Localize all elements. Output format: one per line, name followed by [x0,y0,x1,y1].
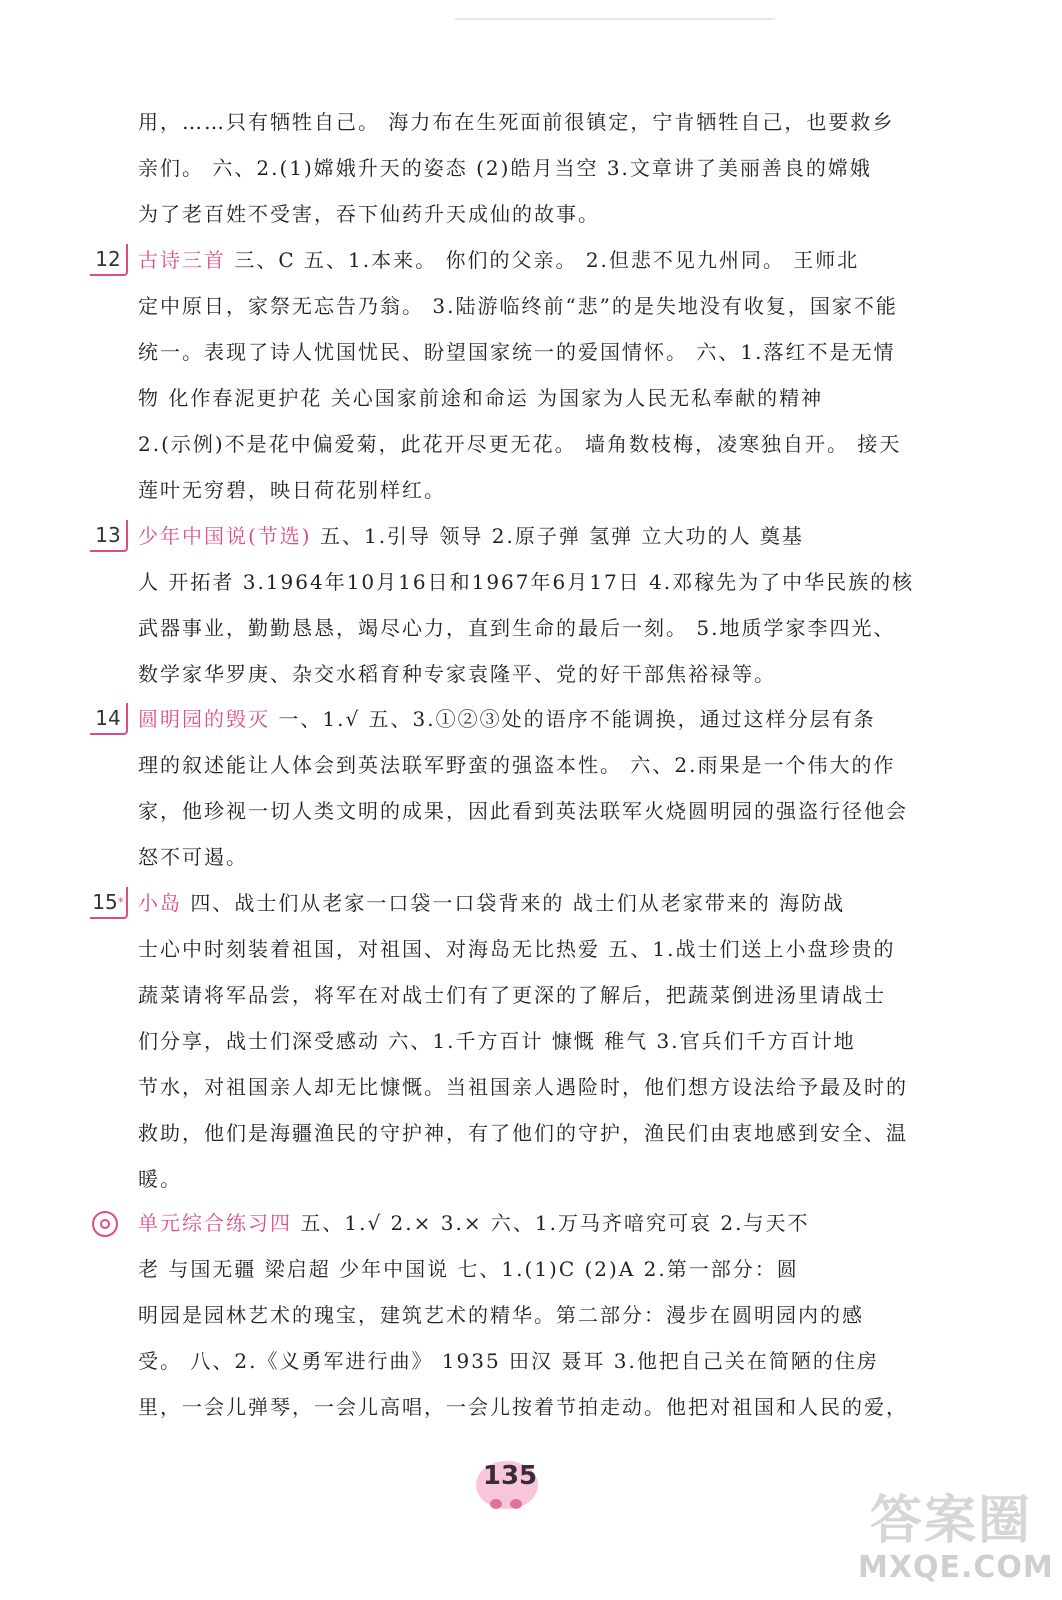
section-first-line: 少年中国说(节选) 五、1.引导 领导 2.原子弹 氢弹 立大功的人 奠基 [138,524,804,548]
watermark-url: MXQE.COM [858,1550,1054,1585]
text-line: 莲叶无穷碧，映日荷花别样红。 [138,478,446,502]
text-line: 们分享，战士们深受感动 六、1.千方百计 慷慨 稚气 3.官兵们千方百计地 [138,1029,856,1053]
text-line: 定中原日，家祭无忘告乃翁。 3.陆游临终前“悲”的是失地没有收复，国家不能 [138,294,898,318]
text-line: 亲们。 六、2.(1)嫦娥升天的姿态 (2)皓月当空 3.文章讲了美丽善良的嫦娥 [138,156,872,180]
text-line: 明园是园林艺术的瑰宝，建筑艺术的精华。第二部分：漫步在圆明园内的感 [138,1303,864,1327]
text-line: 里，一会儿弹琴，一会儿高唱，一会儿按着节拍走动。他把对祖国和人民的爱， [138,1395,908,1419]
optional-star: * [117,895,124,909]
watermark [850,1478,1055,1596]
text-line: 理的叙述能让人体会到英法联军野蛮的强盗本性。 六、2.雨果是一个伟大的作 [138,753,896,777]
section-first-line: 单元综合练习四 五、1.√ 2.× 3.× 六、1.万马齐喑究可哀 2.与天不 [138,1211,810,1235]
lesson-title: 少年中国说(节选) [138,524,312,548]
text-line: 节水，对祖国亲人却无比慷慨。当祖国亲人遇险时，他们想方设法给予最及时的 [138,1075,908,1099]
page-number [470,1455,550,1515]
text-line: 暖。 [138,1167,182,1191]
text-line: 用，……只有牺牲自己。 海力布在生死面前很镇定，宁肯牺牲自己，也要救乡 [138,110,895,134]
lesson-number-15: 15* [90,887,128,919]
lesson-title: 古诗三首 [138,248,226,272]
section-first-line: 圆明园的毁灭 一、1.√ 五、3.①②③处的语序不能调换，通过这样分层有条 [138,707,876,731]
watermark-logo: 答案圈 [870,1491,1033,1551]
page-number-text: 135 [482,1461,538,1491]
mascot-feet [488,1499,524,1511]
text-line: 武器事业，勤勤恳恳，竭尽心力，直到生命的最后一刻。 5.地质学家李四光、 [138,616,896,640]
lesson-title: 小岛 [138,891,182,915]
section-first-line: 古诗三首 三、C 五、1.本来。 你们的父亲。 2.但悲不见九州同。 王师北 [138,248,860,272]
section-first-line: 小岛 四、战士们从老家一口袋一口袋背来的 战士们从老家带来的 海防战 [138,891,846,915]
text-line: 物 化作春泥更护花 关心国家前途和命运 为国家为人民无私奉献的精神 [138,386,824,410]
unit-review-icon [92,1211,118,1237]
top-rule [455,18,775,20]
text-line: 受。 八、2.《义勇军进行曲》 1935 田汉 聂耳 3.他把自己关在简陋的住房 [138,1349,879,1373]
lesson-number-14: 14 [90,703,128,735]
text-line: 怒不可遏。 [138,845,248,869]
unit-review-title: 单元综合练习四 [138,1211,292,1235]
text-line: 统一。表现了诗人忧国忧民、盼望国家统一的爱国情怀。 六、1.落红不是无情 [138,340,896,364]
lesson-title: 圆明园的毁灭 [138,707,270,731]
text-line: 士心中时刻装着祖国，对祖国、对海岛无比热爱 五、1.战士们送上小盘珍贵的 [138,937,896,961]
text-line: 2.(示例)不是花中偏爱菊，此花开尽更无花。 墙角数枝梅，凌寒独自开。 接天 [138,432,902,456]
text-line: 老 与国无疆 梁启超 少年中国说 七、1.(1)C (2)A 2.第一部分：圆 [138,1257,799,1281]
lesson-number-13: 13 [90,520,128,552]
text-line: 为了老百姓不受害，吞下仙药升天成仙的故事。 [138,202,600,226]
text-line: 人 开拓者 3.1964年10月16日和1967年6月17日 4.邓稼先为了中华民族的核 [138,570,915,594]
lesson-number-12: 12 [90,244,128,276]
text-line: 蔬菜请将军品尝，将军在对战士们有了更深的了解后，把蔬菜倒进汤里请战士 [138,983,886,1007]
text-line: 救助，他们是海疆渔民的守护神，有了他们的守护，渔民们由衷地感到安全、温 [138,1121,908,1145]
text-line: 家，他珍视一切人类文明的成果，因此看到英法联军火烧圆明园的强盗行径他会 [138,799,908,823]
text-line: 数学家华罗庚、杂交水稻育种专家袁隆平、党的好干部焦裕禄等。 [138,662,776,686]
